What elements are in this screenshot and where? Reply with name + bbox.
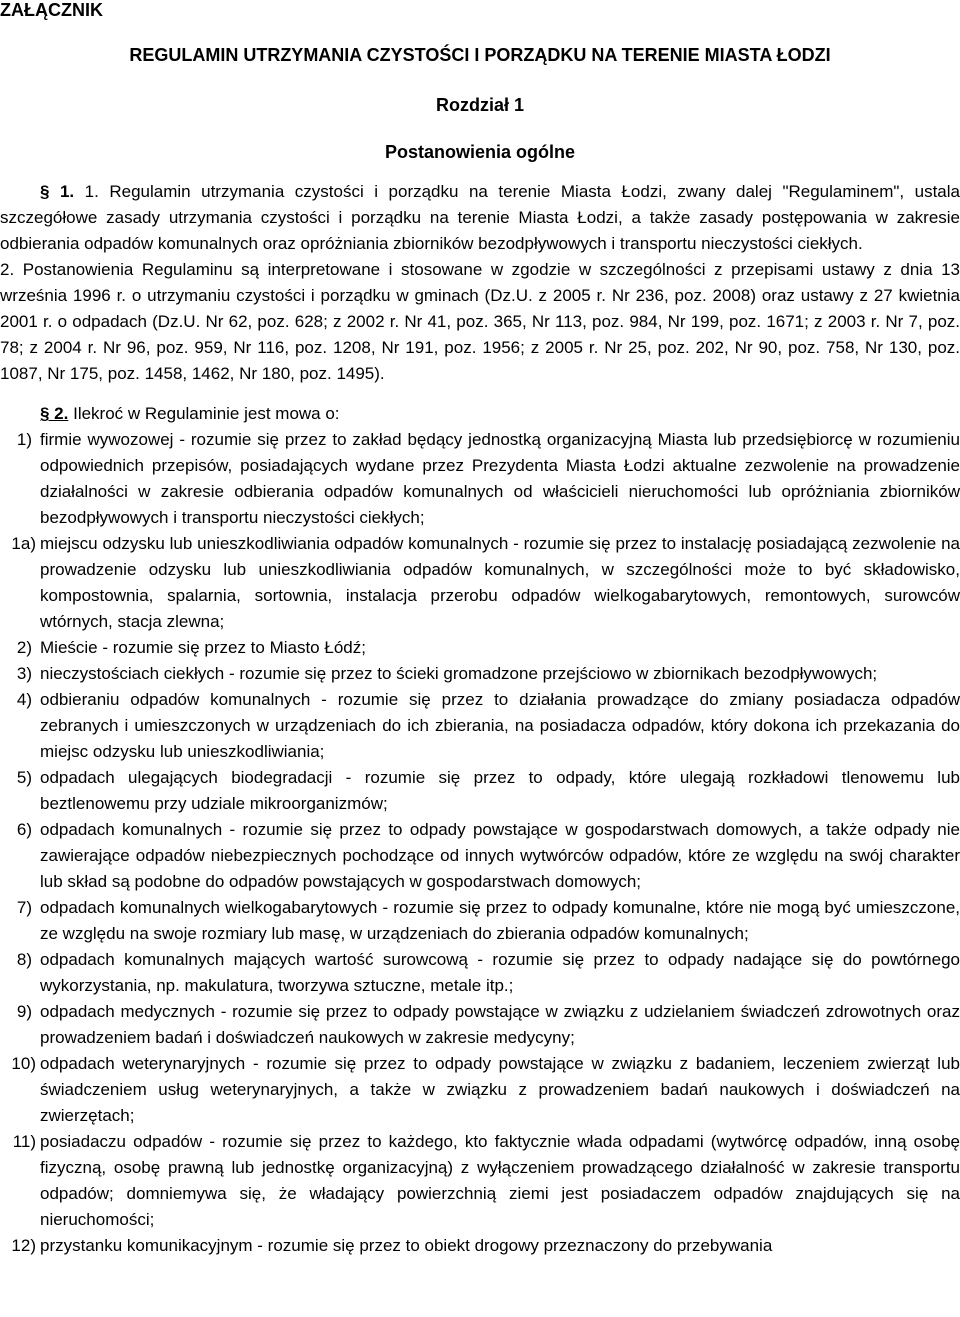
list-item-text: Mieście - rozumie się przez to Miasto Łódź;: [40, 638, 366, 657]
list-item: [0, 947, 960, 999]
list-item-text: odpadach komunalnych mających wartość surowcową - rozumie się przez to odpady nadające się do powtórnego wykorzystania, np. makulatura, tworzywa sztuczne, metale itp.;: [40, 950, 960, 995]
list-item: [0, 895, 960, 947]
list-item-text: firmie wywozowej - rozumie się przez to zakład będący jednostką organizacyjną Miasta lub przedsiębiorcę w rozumieniu odpowiednich przepisów, posiadających wydane przez Prezydenta Miasta Łodzi aktualne zezwolenie na prowadzenie działalności w zakresie odbierania odpadów komunalnych od właścicieli nieruchomości lub opróżniania zbiorników bezodpływowych i transportu nieczystości ciekłych;: [40, 430, 960, 527]
list-item-text: odpadach medycznych - rozumie się przez to odpady powstające w związku z udzielaniem świadczeń zdrowotnych oraz prowadzeniem badań i doświadczeń naukowych w zakresie medycyny;: [40, 1002, 960, 1047]
list-item-number: 5): [16, 768, 32, 787]
list-item: [0, 687, 960, 765]
list-item-text: posiadaczu odpadów - rozumie się przez to każdego, kto faktycznie włada odpadami (wytwórcę odpadów, inną osobę fizyczną, osobę prawną lub jednostkę organizacyjną) z wyłączeniem prowadzącego działalność w zakresie transportu odpadów; domniemywa się, że władający powierzchnią ziemi jest posiadaczem odpadów znajdujących się na nieruchomości;: [40, 1132, 960, 1229]
list-item: [0, 1233, 960, 1259]
list-item-text: odpadach ulegających biodegradacji - rozumie się przez to odpady, które ulegają rozkładowi tlenowemu lub beztlenowemu przy udziale mikroorganizmów;: [40, 768, 960, 813]
section-1-marker: § 1.: [40, 182, 75, 201]
chapter-heading: Rozdział 1: [435, 95, 524, 115]
list-item: [0, 635, 960, 661]
list-item: [0, 817, 960, 895]
list-item-number: 6): [16, 820, 32, 839]
list-item-number: 4): [16, 690, 32, 709]
list-item-number: 8): [16, 950, 32, 969]
list-item-number: 7): [16, 898, 32, 917]
list-item-number: 10): [11, 1054, 36, 1073]
list-item-text: odbieraniu odpadów komunalnych - rozumie się przez to działania prowadzące do zmiany posiadacza odpadów zebranych i umieszczonych w urządzeniach do ich zbierania, na posiadacza odpadów, który dokona ich przekazania do miejsc odzysku lub unieszkodliwiania;: [40, 690, 960, 761]
document-title: REGULAMIN UTRZYMANIA CZYSTOŚCI I PORZĄDKU NA TERENIE MIASTA ŁODZI: [129, 45, 831, 65]
attachment-label: ZAŁĄCZNIK: [0, 0, 103, 20]
list-item: [0, 1051, 960, 1129]
document-body: [0, 179, 960, 1259]
section-1-paragraph-2: 2. Postanowienia Regulaminu są interpretowane i stosowane w zgodzie w szczególności z przepisami ustawy z dnia 13 września 1996 r. o utrzymaniu czystości i porządku w gminach (Dz.U. z 2005 r. Nr 236, poz. 2008) oraz ustawy z 27 kwietnia 2001 r. o odpadach (Dz.U. Nr 62, poz. 628; z 2002 r. Nr 41, poz. 365, Nr 113, poz. 984, Nr 199, poz. 1671; z 2003 r. Nr 7, poz. 78; z 2004 r. Nr 96, poz. 959, Nr 116, poz. 1208, Nr 191, poz. 1956; z 2005 r. Nr 25, poz. 202, Nr 90, poz. 758, Nr 130, poz. 1087, Nr 175, poz. 1458, 1462, Nr 180, poz. 1495).: [0, 260, 960, 383]
list-item-text: nieczystościach ciekłych - rozumie się przez to ścieki gromadzone przejściowo w zbiornikach bezodpływowych;: [40, 664, 878, 683]
list-item-text: przystanku komunikacyjnym - rozumie się przez to obiekt drogowy przeznaczony do przebywania: [40, 1236, 773, 1255]
list-item: [0, 1129, 960, 1233]
list-item-text: odpadach komunalnych wielkogabarytowych - rozumie się przez to odpady komunalne, które nie mogą być umieszczone, ze względu na swoje rozmiary lub masę, w urządzeniach do zbierania odpadów komunalnych;: [40, 898, 960, 943]
list-item-number: 1): [16, 430, 32, 449]
list-item-number: 12): [11, 1236, 36, 1255]
section-1-text-1: 1. Regulamin utrzymania czystości i porządku na terenie Miasta Łodzi, zwany dalej "Regulaminem", ustala szczegółowe zasady utrzymania czystości i porządku na terenie Miasta Łodzi, a także zasady postępowania w zakresie odbierania odpadów komunalnych oraz opróżniania zbiorników bezodpływowych i transportu nieczystości ciekłych.: [0, 182, 960, 253]
section-2-intro: [0, 401, 960, 427]
list-item: [0, 999, 960, 1051]
list-item: [0, 427, 960, 531]
list-item: [0, 661, 960, 687]
section-2-marker: § 2.: [40, 404, 69, 423]
chapter-title: Postanowienia ogólne: [384, 142, 576, 162]
list-item-number: 11): [12, 1132, 36, 1151]
list-item-text: odpadach komunalnych - rozumie się przez to odpady powstające w gospodarstwach domowych, a także odpady nie zawierające odpadów niebezpiecznych pochodzące od innych wytwórców odpadów, które ze względu na swój charakter lub skład są podobne do odpadów powstających w gospodarstwach domowych;: [40, 820, 960, 891]
list-item: [0, 765, 960, 817]
list-item-number: 3): [16, 664, 32, 683]
list-item-number: 2): [16, 638, 32, 657]
section-1-paragraph-1: [0, 179, 960, 257]
list-item-number: 1a): [11, 534, 36, 553]
definitions-list: [0, 427, 960, 1259]
list-item-number: 9): [16, 1002, 32, 1021]
section-2-intro-text: Ilekroć w Regulaminie jest mowa o:: [73, 404, 340, 423]
list-item-text: odpadach weterynaryjnych - rozumie się przez to odpady powstające w związku z badaniem, leczeniem zwierząt lub świadczeniem usług weterynaryjnych, a także w związku z prowadzeniem badań naukowych i doświadczeń na zwierzętach;: [40, 1054, 960, 1125]
list-item: [0, 531, 960, 635]
list-item-text: miejscu odzysku lub unieszkodliwiania odpadów komunalnych - rozumie się przez to instalację posiadającą zezwolenie na prowadzenie odzysku lub unieszkodliwiania odpadów komunalnych, w szczególności może to być składowisko, kompostownia, spalarnia, sortownia, instalacja przerobu odpadów wielkogabarytowych, remontowych, surowców wtórnych, stacja zlewna;: [40, 534, 960, 631]
